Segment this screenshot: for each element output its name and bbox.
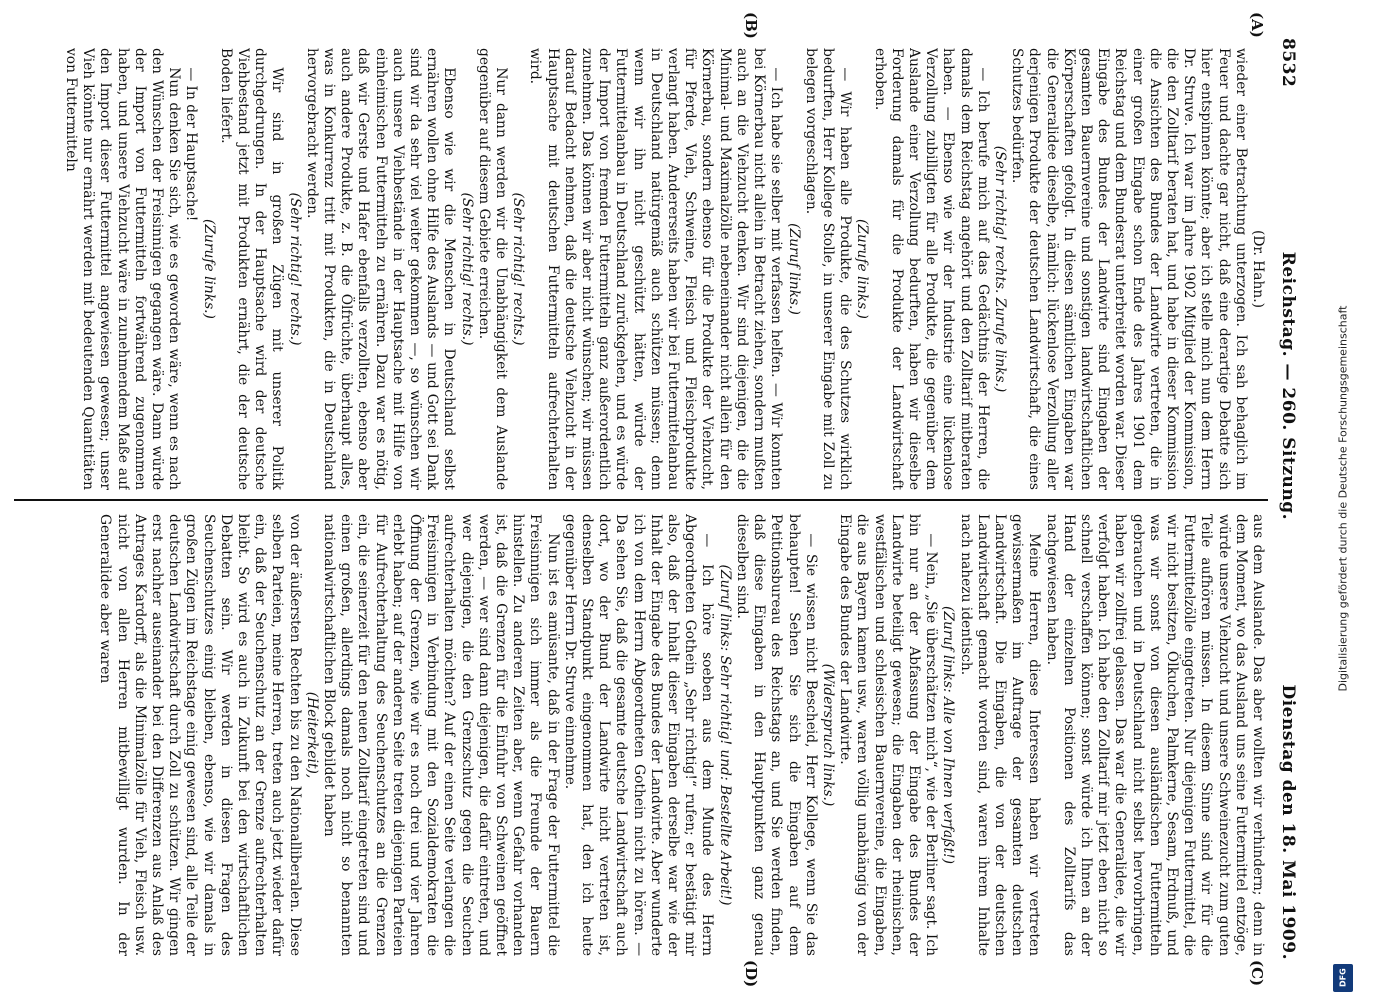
paragraph: wieder einer Betrachtung unterzogen. Ich sah behaglich im Feuer und dachte gar nicht, daß eine derartige Debatte sich hier entspinnen könnte; aber ich stelle mich nun dem Herrn Dr. Struve. Ich war im Jahre 1902 Mitglied der Kommission, die den Zolltarif beraten hat, und habe in dieser Kommission die Ansichten des Bundes der Landwirte vertreten, die in einer großen Eingabe schon Ende des Jahres 1901 dem Reichstag und dem Bundesrat unterbreitet worden war. Dieser Eingabe des Bundes der Landwirte sind Eingaben der gesamten Bauernvereine und sonstigen landwirtschaftlichen Körperschaften gefolgt. In diesen sämtlichen Eingaben war die Generalidee dieselbe, nämlich: lückenlose Verzollung aller derjenigen Produkte der deutschen Landwirtschaft, die eines Schutzes bedürfen.: [1009, 48, 1249, 490]
paragraph: — Nein, „Sie überschätzen mich“, wie der Berliner sagt. Ich bin nur an der Abfassung der Eingabe des Bundes der Landwirte beteiligt gewesen; die Eingaben der rheinischen, westfälischen und schlesischen Bauernvereine, die Eingaben, die aus Bayern kamen usw., waren völlig unabhängig von der Eingabe des Bundes der Landwirte.: [837, 514, 940, 956]
paragraph: Nun denken Sie sich, wie es geworden wäre, wenn es nach den Wünschen der Freisinnigen gegangen wäre. Dann würde der Import von Futtermitteln fortwährend zugenommen haben, und unsere Viehzucht wäre in zunehmendem Maße auf den Import dieser Futtermittel angewiesen gewesen; unser Vieh könnte nur ernährt werden mit bedeutenden Quantitäten von Futtermitteln: [62, 48, 183, 490]
interjection: (Sehr richtig! rechts.): [510, 192, 527, 346]
interjection: (Zuruf links: Sehr richtig! und: Bestellte Arbeit!): [716, 564, 733, 906]
margin-marker-b: (B): [742, 12, 760, 39]
margin-marker-c: (C): [1248, 960, 1266, 987]
paragraph: Nun ist es amüsante, daß in der Frage der Futtermittel die Freisinnigen sich immer als die Freunde der Bauern hinstellen. Zu anderen Zeiten aber, wenn Gefahr vorhanden ist, daß die Grenzen für die Einfuhr von Schweinen geöffnet werden, — wer sind dann diejenigen, die dafür eintreten, und wer diejenigen, die den Grenzschutz gegen die Seuchen aufrechterhalten möchten? Auf der einen Seite verlangen die Freisinnigen in Verbindung mit den Sozialdemokraten die Öffnung der Grenzen, wie wir es noch drei und vier Jahren erlebt haben; auf der anderen Seite treten diejenigen Parteien für Aufrechterhaltung des Seuchenschutzes an die Grenzen ein, die seinerzeit für den neuen Zolltarif eingetreten sind und einen großen, allerdings damals noch nicht so benannten nationalwirtschaftlichen Block gebildet haben: [321, 514, 561, 956]
margin-marker-a: (A): [1248, 12, 1266, 38]
paragraph: — In der Hauptsache!: [183, 67, 200, 222]
paragraph: — Ich höre soeben aus dem Munde des Herrn Abgeordneten Gothein „Sehr richtig!“ rufen; er bestätigt mir also, daß der Inhalt dieser Eingaben derselbe war wie der Inhalt der Eingabe des Bundes der Landwirte. Aber wunderte ich von dem Herrn Abgeordneten Gothein nicht zu hören. — Da sehen Sie, daß die gesamte deutsche Landwirtschaft auch dort, wo der Bund der Landwirte nicht vertreten ist, denselben Standpunkt eingenommen hat, den ich heute gegenüber Herrn Dr. Struve einnehme.: [561, 514, 716, 956]
page-date: Dienstag den 18. Mai 1909.: [1278, 684, 1298, 960]
paragraph: — Wir haben alle Produkte, die des Schutzes wirklich bedurften, Herr Kollege Stolle, in unserer Eingabe mit Zoll zu belegen vorgeschlagen.: [802, 48, 854, 490]
paragraph: — Ich habe sie selber mit verfassen helfen. — Wir konnten bei Körnerbau nicht allein in Betracht ziehen, sondern mußten auch an die Viehzucht denken. Wir sind diejenigen, die die Minimal- und Maximalzölle nebeneinander nicht allein für den Körnerbau, sondern ebenso für die Produkte der Viehzucht, für Pferde, Vieh, Schweine, Fleisch und Fleischprodukte verlangt haben. Andererseits haben wir bei Futtermittelanbau in Deutschland natürgemäß auch schützen müssen; denn wenn wir ihn nicht geschützt hätten, würde der Futtermittelanbau in Deutschland zurückgehen, und es würde der Import von fremden Futtermitteln ganz außerordentlich zunehmen. Das können wir aber nicht wünschen; wir müssen darauf Bedacht nehmen, daß die deutsche Viehzucht in der Hauptsache mit deutschen Futtermitteln aufrechterhalten wird.: [527, 48, 785, 490]
interjection: (Heiterkeit),: [303, 691, 320, 779]
left-column: [10, 48, 1266, 490]
credit-text: Digitalisierung gefördert durch die Deutsche Forschungsgemeinschaft: [1336, 305, 1350, 691]
interjection: (Zuruf links: Alle von Ihnen verfaßt!): [940, 606, 957, 864]
page-title: Reichstag. — 260. Sitzung.: [1278, 251, 1298, 521]
paragraph: — Ich berufe mich auf das Gedächtnis der Herren, die damals dem Reichstag angehört und den Zolltarif mitberaten haben. — Ebenso wie wir der Industrie eine lückenlose Verzollung zubilligten für alle Produkte, die gegenüber dem Auslande einer Verzollung bedurften, haben wir dieselbe Forderung damals für die Produkte der Landwirtschaft erhoben.: [871, 48, 991, 490]
paragraph: Wir sind in großen Zügen mit unserer Politik durchgedrungen. In der Hauptsache wird der deutsche Viehbestand jetzt mit Produkten ernährt, die der deutsche Boden liefert.: [217, 48, 286, 490]
paragraph: aus dem Auslande. Das aber wollten wir verhindern; denn in dem Moment, wo das Ausland uns seine Futtermittel entzöge, würde unsere Viehzucht und unsere Schweinezucht zum guten Teile aufhören müssen. In diesem Sinne sind wir für die Futtermittelzölle eingetreten. Nur diejenigen Futtermittel, die wir nicht besitzen, Ölkuchen, Palmkerne, Sesam, Erdnuß, und was wir sonst von diesen ausländischen Futtermitteln gebrauchen und in Deutschland nicht selbst hervorbringen, haben wir zollfrei gelassen. Das war die Generalidee, die wir verfolgt haben. Ich habe den Zolltarif mir jetzt eben nicht so schnell verschaffen können; sonst würde ich Ihnen an der Hand der einzelnen Positionen des Zolltarifs das nachgewiesen haben.: [1043, 514, 1266, 956]
interjection: (Zurufe links.): [200, 219, 217, 319]
interjection: (Widerspruch links.): [819, 663, 836, 807]
paragraph: Nur dann werden wir die Unabhängigkeit dem Auslande gegenüber auf diesem Gebiete erreichen.: [475, 48, 510, 490]
paragraph: Meine Herren, diese Interessen haben wir vertreten gewissermaßen im Auftrage der gesamten deutschen Landwirtschaft. Die Eingaben, die von der deutschen Landwirtschaft gemacht worden sind, waren ihrem Inhalte nach nahezu identisch.: [957, 514, 1043, 956]
paragraph: von der äußersten Rechten bis zu den Nationalliberalen. Diese selben Parteien, meine Herren, treten auch jetzt wieder dafür ein, daß der Seuchenschutz an der Grenze aufrechterhalten bleibt. So wird es auch in Zukunft bei den wirtschaftlichen Debatten sein. Wir werden in diesen Fragen des Seuchenschutzes einig bleiben, ebenso, wie wir damals in großen Zügen im Reichstage einig gewesen sind, alle Teile der deutschen Landwirtschaft durch Zoll zu schützen. Wir gingen erst nachher auseinander bei den Differenzen aus Anlaß des Antrages Kardorff, als die Minimalzölle für Vieh, Fleisch usw. nicht von allen Herren mitbewilligt wurden. In der Generalidee aber waren: [97, 514, 303, 956]
column-divider: [14, 499, 1268, 501]
page-header: [1274, 38, 1302, 960]
margin-marker-d: (D): [742, 960, 760, 988]
speaker-name: (Dr. Hahn.): [1250, 229, 1266, 309]
digitization-credit: [1328, 28, 1358, 968]
interjection: (Sehr richtig! rechts. Zurufe links.): [991, 145, 1008, 393]
paragraph: Ebenso wie wir die Menschen in Deutschland selbst ernähren wollen ohne Hilfe des Auslands — und Gott sei Dank sind wir da sehr viel weiter gekommen —, so wünschen wir auch unsere Viehbestände in der Hauptsache mit Hilfe von einheimischen Futtermitteln zu ernähren. Dazu war es nötig, daß wir Gerste und Hafer ebenfalls verzollten, ebenso aber auch andere Produkte, z. B. die Ölfrüchte, überhaupt alles, was in Konkurrenz tritt mit Produkten, die in Deutschland hervorgebracht werden.: [303, 48, 458, 490]
interjection: (Zurufe links.): [854, 219, 871, 319]
right-column: [10, 514, 1266, 956]
interjection: (Sehr richtig! rechts.): [458, 192, 475, 346]
page-number: 8532: [1278, 38, 1298, 88]
paragraph: — Sie wissen nicht Bescheid, Herr Kollege, wenn Sie das behaupten! Sehen Sie sich die Eingaben auf dem Petitionsbureau des Reichstags an, und Sie werden finden, daß diese Eingaben in den Hauptpunkten ganz genau dieselben sind.: [733, 514, 819, 956]
interjection: (Zuruf links.): [785, 223, 802, 315]
interjection: (Sehr richtig! rechts.): [286, 192, 303, 346]
dfg-logo-icon: DFG: [1333, 964, 1353, 992]
